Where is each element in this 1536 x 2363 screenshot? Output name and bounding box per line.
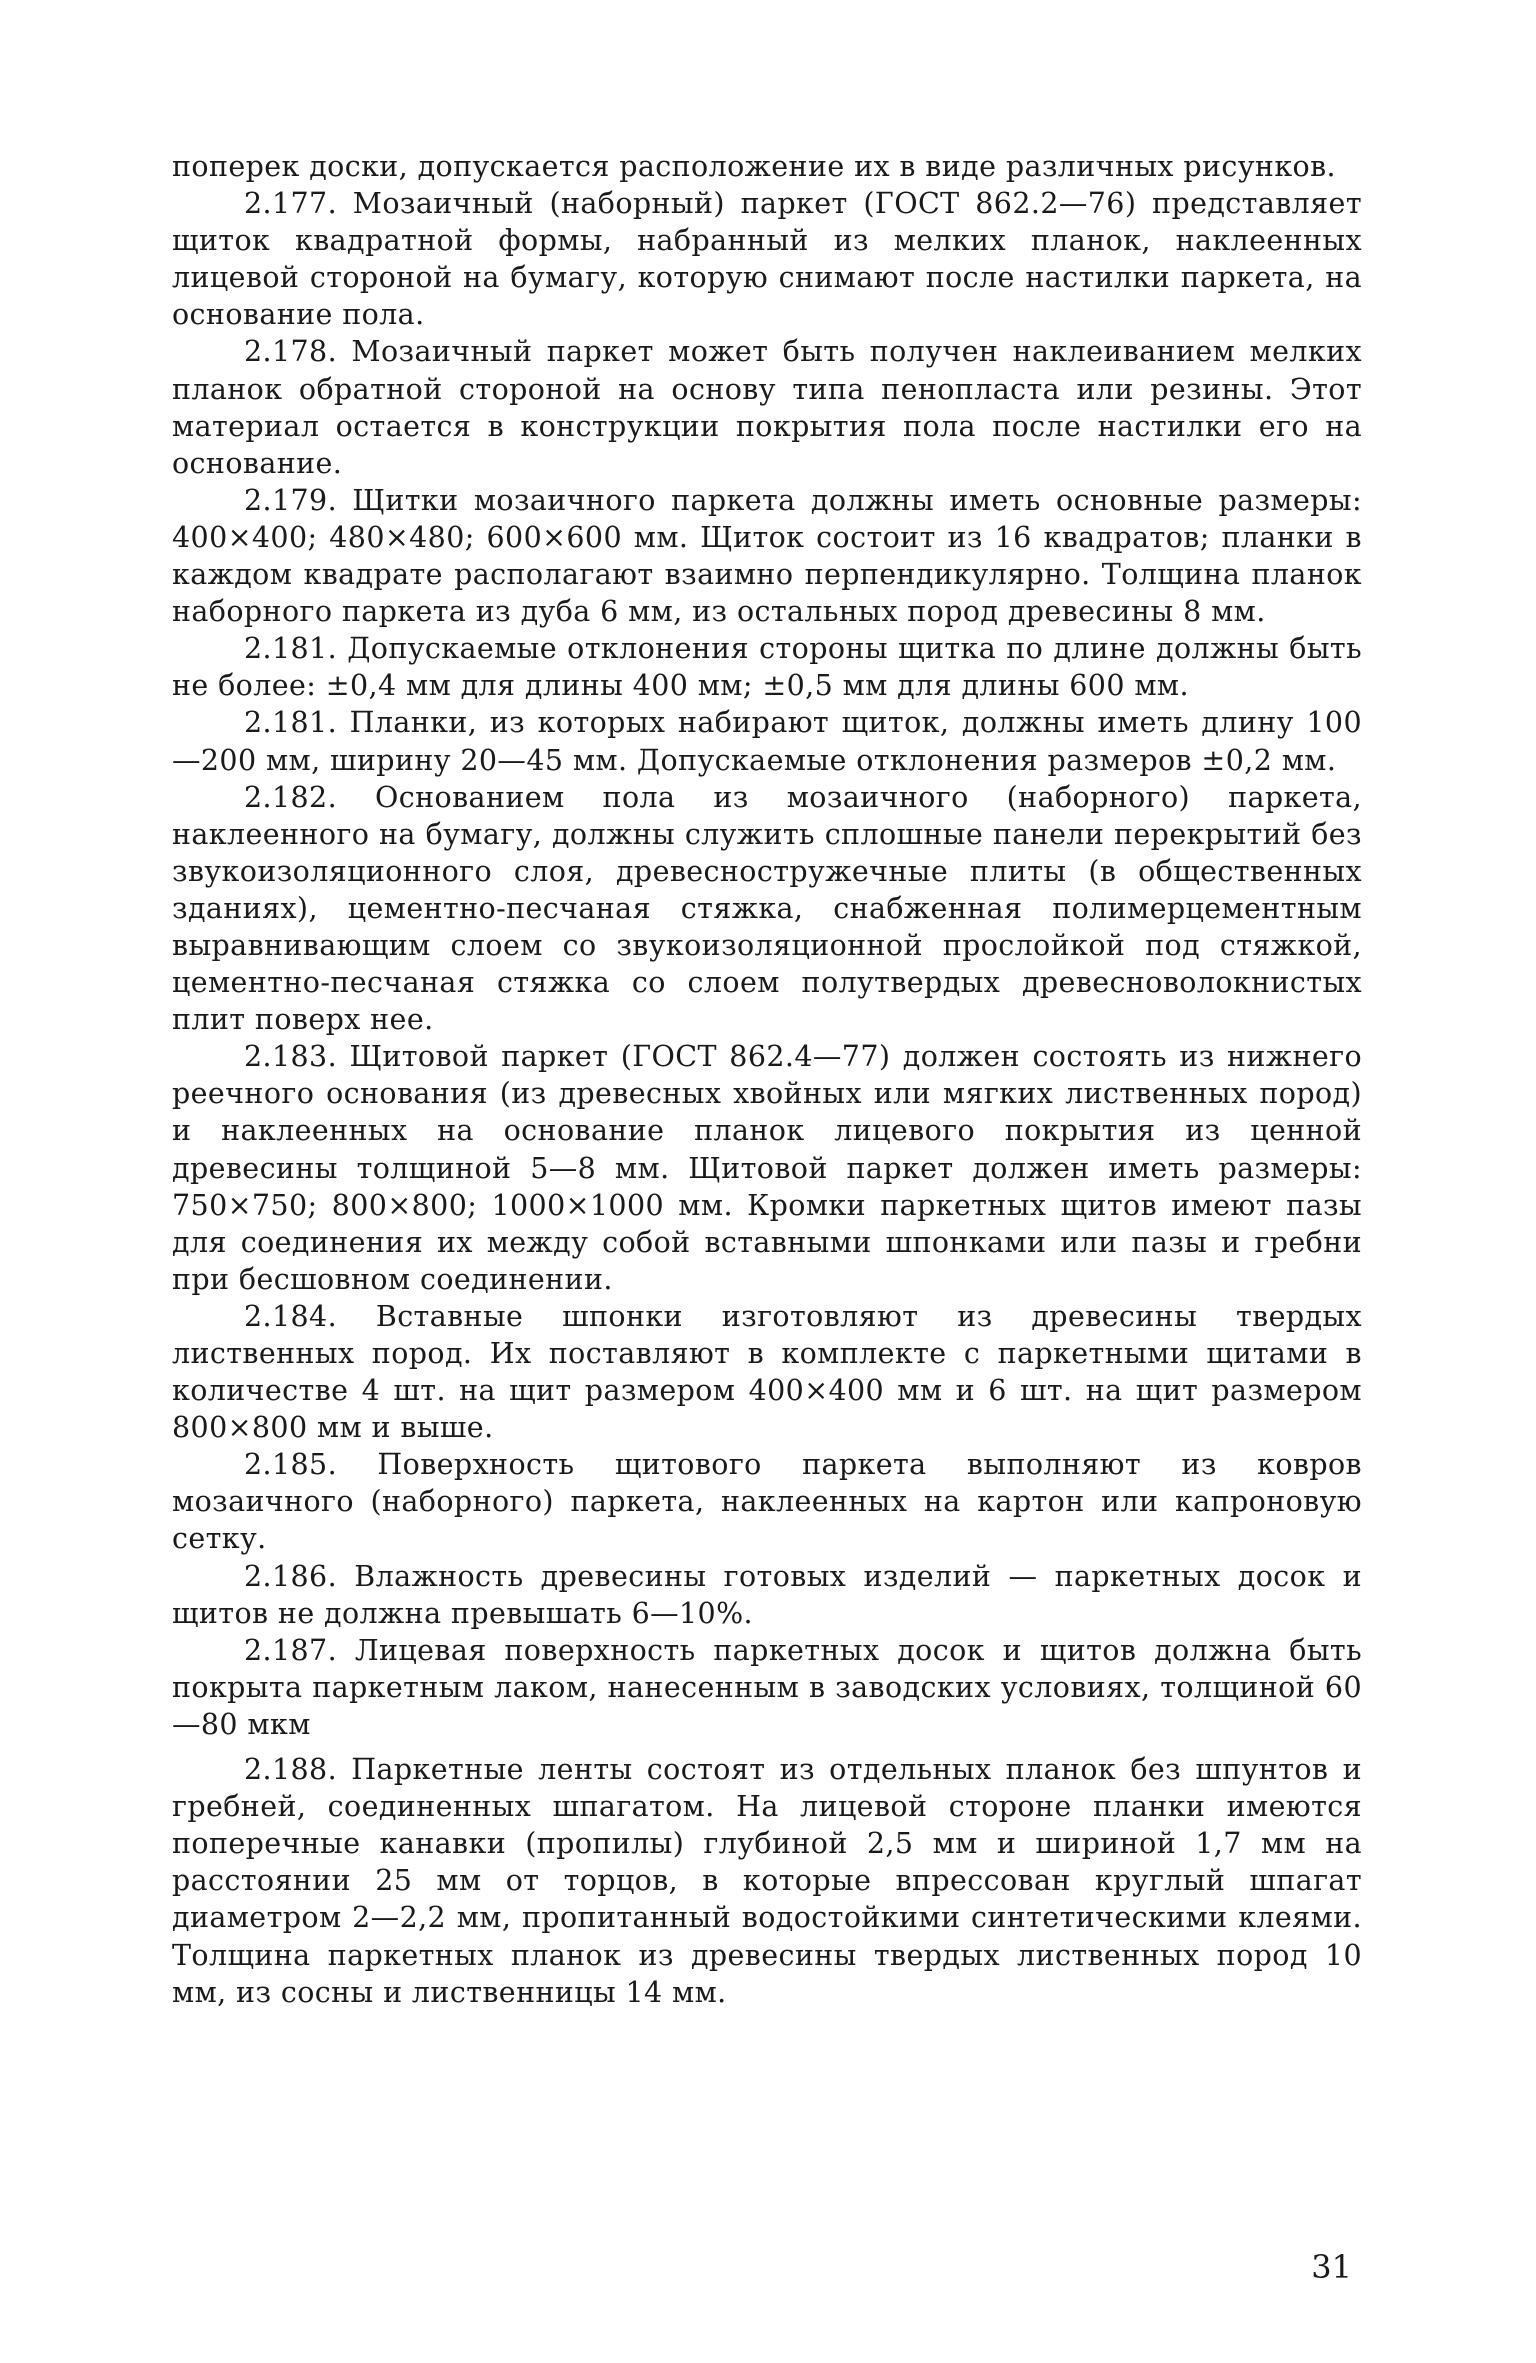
paragraph-2-188: 2.188. Паркетные ленты состоят из отдельных планок без шпунтов и гребней, соединенных шпагатом. На лицевой стороне планки имеются поперечные канавки (пропилы) глубиной 2,5 мм и шириной 1,7 мм на расстоянии 25 мм от торцов, в которые впрессован круглый шпагат диаметром 2—2,2 мм, пропитанный водостойкими синтетическими клеями. Толщина паркетных планок из древесины твердых лиственных пород 10 мм, из сосны и лиственницы 14 мм. [172, 1753, 1362, 2009]
paragraph-2-187: 2.187. Лицевая поверхность паркетных досок и щитов должна быть покрыта паркетным лаком, нанесенным в заводских условиях, толщиной 60—80 мкм [172, 1633, 1362, 1741]
paragraph-2-178: 2.178. Мозаичный паркет может быть получен наклеиванием мелких планок обратной стороной на основу типа пенопласта или резины. Этот материал остается в конструкции покрытия пола после настилки его на основание. [172, 335, 1362, 480]
paragraph-2-186: 2.186. Влажность древесины готовых изделий — паркетных досок и щитов не должна превышать 6—10%. [172, 1559, 1362, 1630]
page-number: 31 [1311, 2248, 1352, 2286]
paragraph-2-177: 2.177. Мозаичный (наборный) паркет (ГОСТ 862.2—76) представляет щиток квадратной формы, набранный из мелких планок, наклеенных лицевой стороной на бумагу, которую снимают после настилки паркета, на основание пола. [172, 187, 1362, 332]
paragraph-2-179: 2.179. Щитки мозаичного паркета должны иметь основные размеры: 400×400; 480×480; 600×600 мм. Щиток состоит из 16 квадратов; планки в каждом квадрате располагают взаимно перпендикулярно. Толщина планок наборного паркета из дуба 6 мм, из остальных пород древесины 8 мм. [172, 483, 1362, 629]
paragraph-2-181-b: 2.181. Планки, из которых набирают щиток, должны иметь длину 100—200 мм, ширину 20—45 мм. Допускаемые отклонения размеров ±0,2 мм. [172, 706, 1362, 777]
paragraph-2-183: 2.183. Щитовой паркет (ГОСТ 862.4—77) должен состоять из нижнего реечного основания (из древесных хвойных или мягких лиственных пород) и наклеенных на основание планок лицевого покрытия из ценной древесины толщиной 5—8 мм. Щитовой паркет должен иметь размеры: 750×750; 800×800; 1000×1000 мм. Кромки паркетных щитов имеют пазы для соединения их между собой вставными шпонками или пазы и гребни при бесшовном соединении. [172, 1040, 1362, 1296]
paragraph-continuation: поперек доски, допускается расположение их в виде различных рисунков. [172, 150, 1336, 183]
paragraph-2-182: 2.182. Основанием пола из мозаичного (наборного) паркета, наклеенного на бумагу, должны служить сплошные панели перекрытий без звукоизоляционного слоя, древесностружечные плиты (в общественных зданиях), цементно-песчаная стяжка, снабженная полимерцементным выравнивающим слоем со звукоизоляционной прослойкой под стяжкой, цементно-песчаная стяжка со слоем полутвердых древесноволокнистых плит поверх нее. [172, 780, 1362, 1037]
paragraph-2-181-a: 2.181. Допускаемые отклонения стороны щитка по длине должны быть не более: ±0,4 мм для длины 400 мм; ±0,5 мм для длины 600 мм. [172, 632, 1362, 703]
body-text [172, 148, 1362, 2011]
paragraph-2-185: 2.185. Поверхность щитового паркета выполняют из ковров мозаичного (наборного) паркета, наклеенных на картон или капроновую сетку. [172, 1448, 1362, 1556]
paragraph-2-184: 2.184. Вставные шпонки изготовляют из древесины твердых лиственных пород. Их поставляют в комплекте с паркетными щитами в количестве 4 шт. на щит размером 400×400 мм и 6 шт. на щит размером 800×800 мм и выше. [172, 1299, 1362, 1445]
